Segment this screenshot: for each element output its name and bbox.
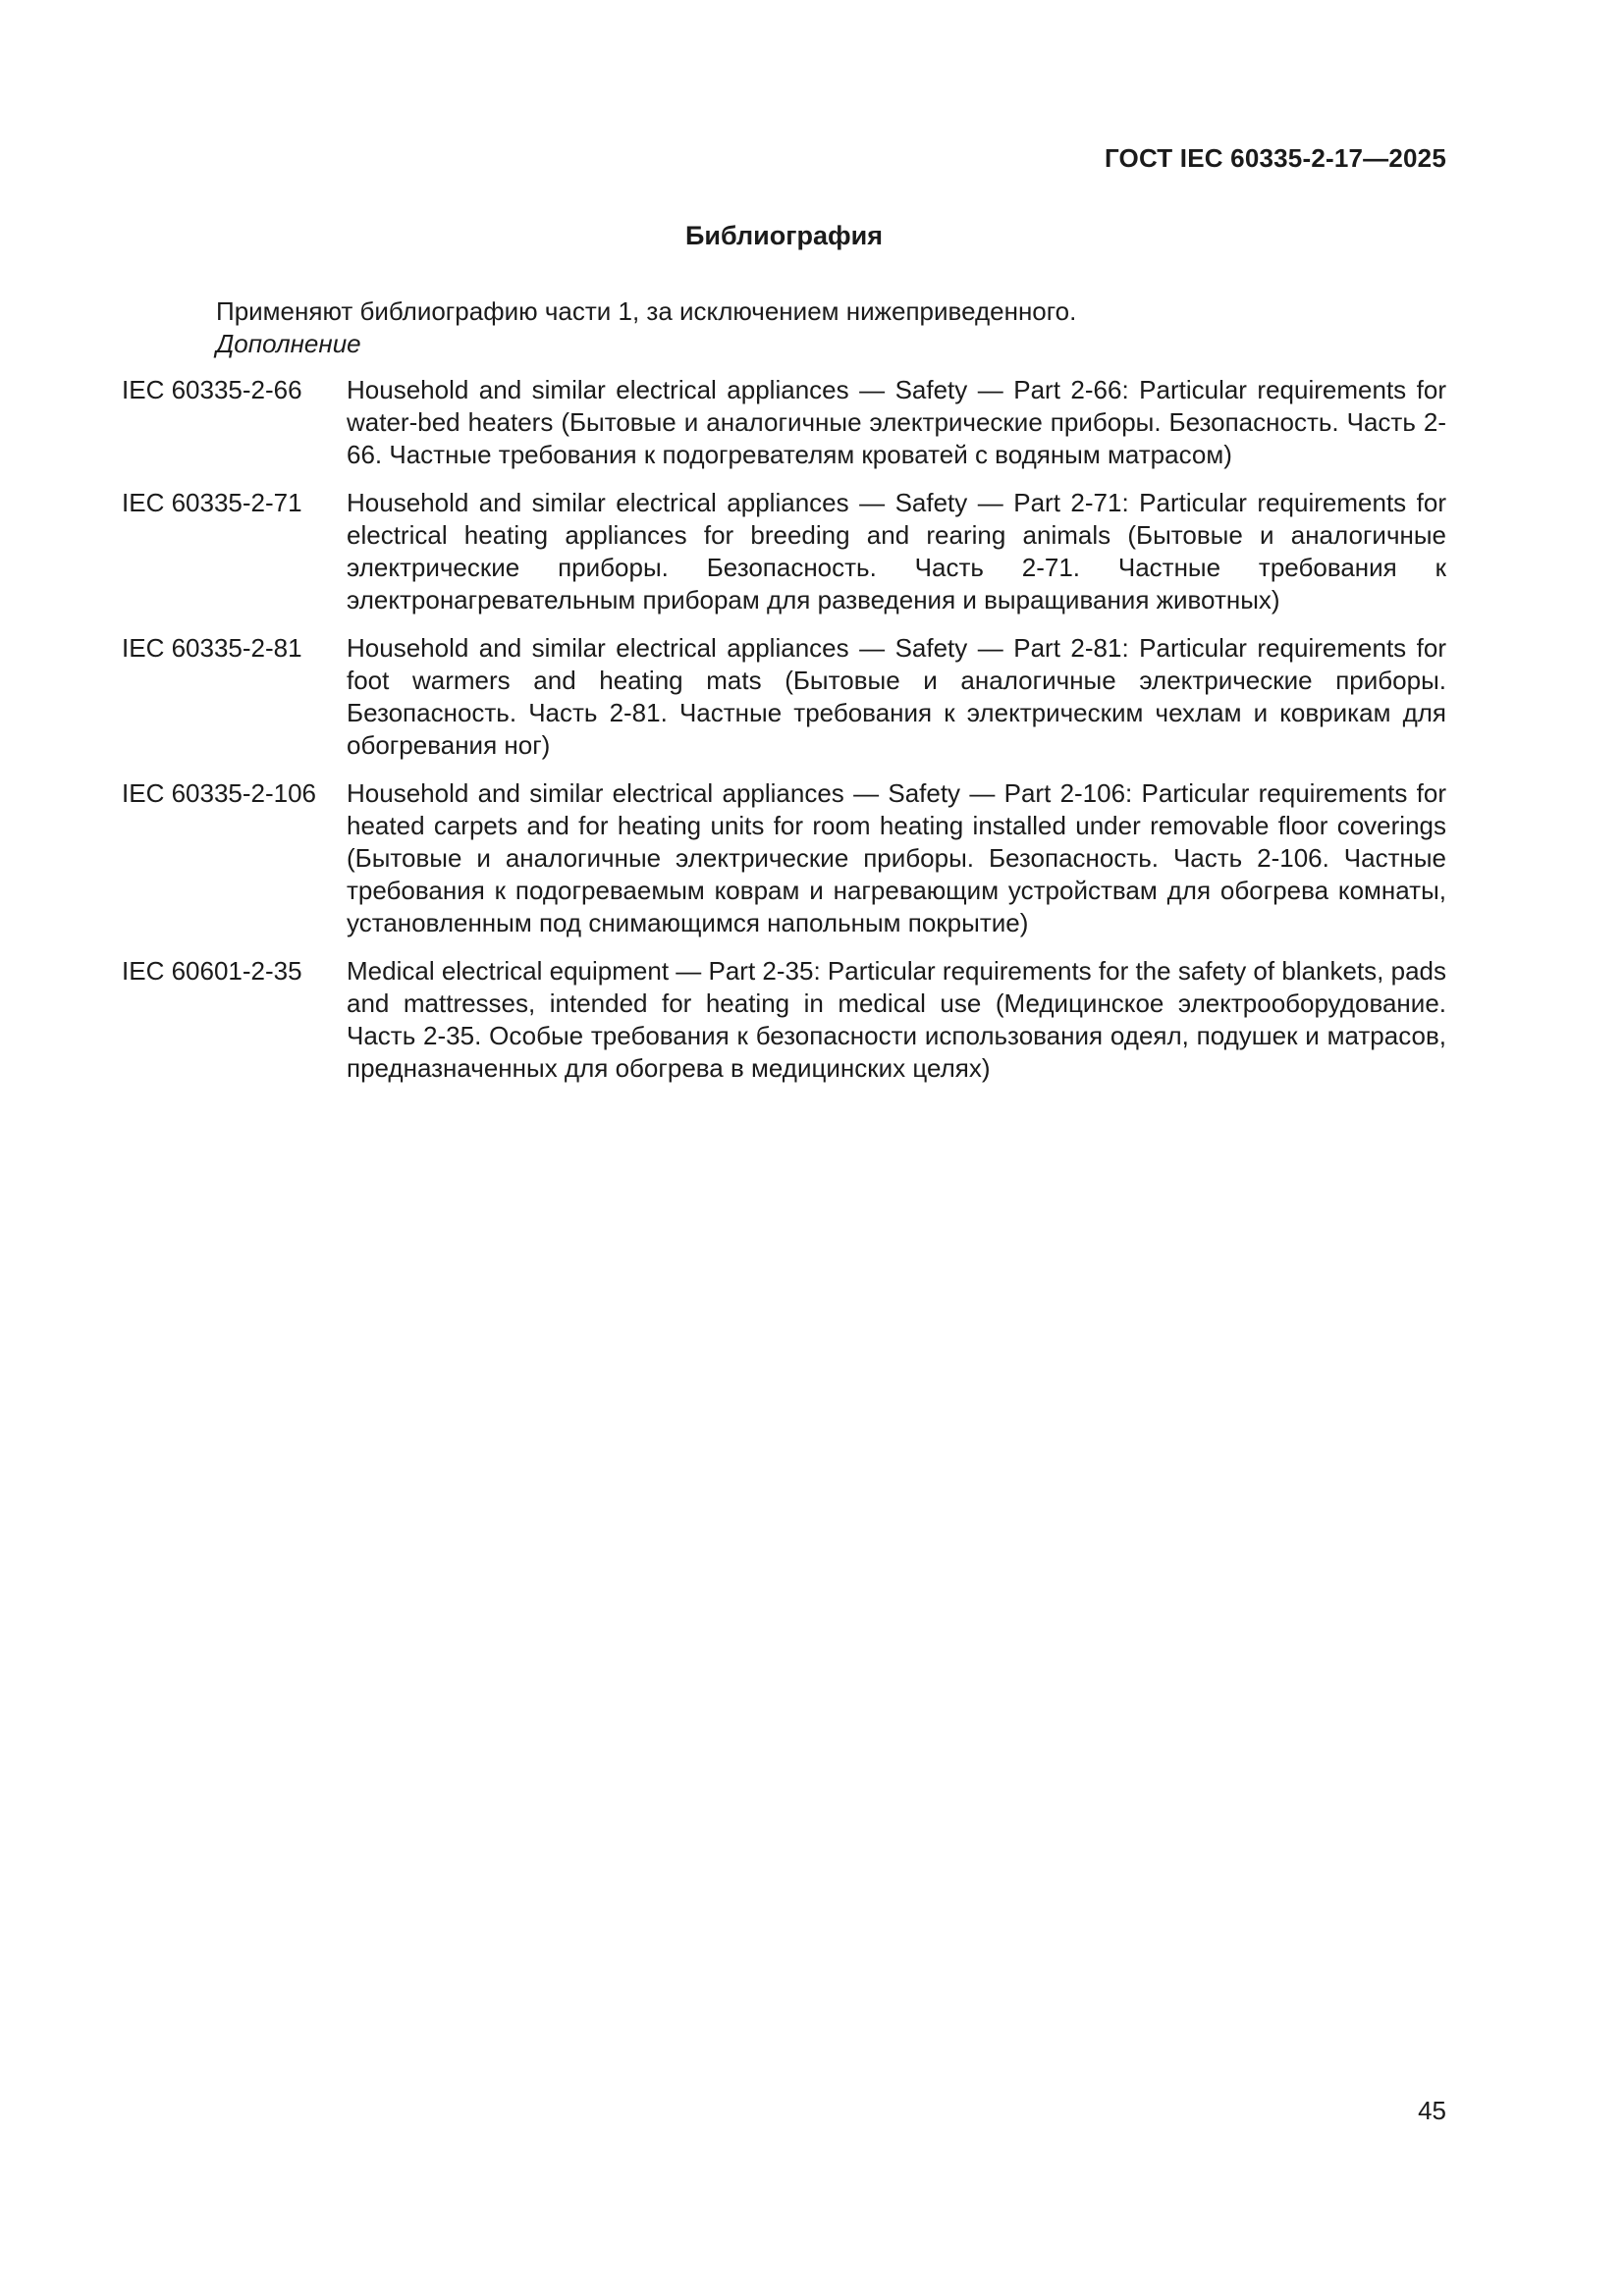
bibliography-entry — [122, 374, 1446, 471]
bibliography-list — [122, 374, 1446, 1085]
intro-paragraph: Применяют библиографию части 1, за исключением нижеприведенного. — [216, 296, 1077, 326]
bibliography-entry — [122, 955, 1446, 1085]
addendum-label: Дополнение — [216, 329, 361, 358]
entry-label: IEC 60601-2-35 — [122, 956, 302, 986]
entry-text: Household and similar electrical appliances — Safety — Part 2-106: Particular requirements for heated carpets and for heating units for room heating installed under removable floor coverings (Бытовые и аналогичные электрические приборы. Безопасность. Часть 2-106. Частные требования к подогреваемым коврам и нагревающим устройствам для обогрева комнаты, установленным под снимающимся напольным покрытие) — [347, 778, 1446, 937]
page-number: 45 — [1418, 2096, 1446, 2125]
entry-label: IEC 60335-2-106 — [122, 778, 317, 808]
bibliography-entry — [122, 777, 1446, 939]
entry-label: IEC 60335-2-71 — [122, 488, 302, 517]
document-header: ГОСТ IEC 60335-2-17—2025 — [1104, 143, 1446, 173]
entry-text: Household and similar electrical appliances — Safety — Part 2-66: Particular requirements for water-bed heaters (Бытовые и аналогичные электрические приборы. Безопасность. Часть 2-66. Частные требования к подогревателям кроватей с водяным матрасом) — [347, 375, 1446, 469]
entry-text: Medical electrical equipment — Part 2-35: Particular requirements for the safety of blankets, pads and mattresses, intended for heating in medical use (Медицинское электрооборудование. Часть 2-35. Особые требования к безопасности использования одеял, подушек и матрасов, предназначенных для обогрева в медицинских целях) — [347, 956, 1446, 1083]
entry-label: IEC 60335-2-81 — [122, 633, 302, 663]
section-title: Библиография — [685, 221, 883, 250]
entry-label: IEC 60335-2-66 — [122, 375, 302, 404]
bibliography-entry — [122, 487, 1446, 616]
bibliography-entry — [122, 632, 1446, 762]
entry-text: Household and similar electrical appliances — Safety — Part 2-81: Particular requirements for foot warmers and heating mats (Бытовые и аналогичные электрические приборы. Безопасность. Часть 2-81. Частные требования к электрическим чехлам и коврикам для обогревания ног) — [347, 633, 1446, 760]
entry-text: Household and similar electrical appliances — Safety — Part 2-71: Particular requirements for electrical heating appliances for breeding and rearing animals (Бытовые и аналогичные электрические приборы. Безопасность. Часть 2-71. Частные требования к электронагревательным приборам для разведения и выращивания животных) — [347, 488, 1446, 614]
